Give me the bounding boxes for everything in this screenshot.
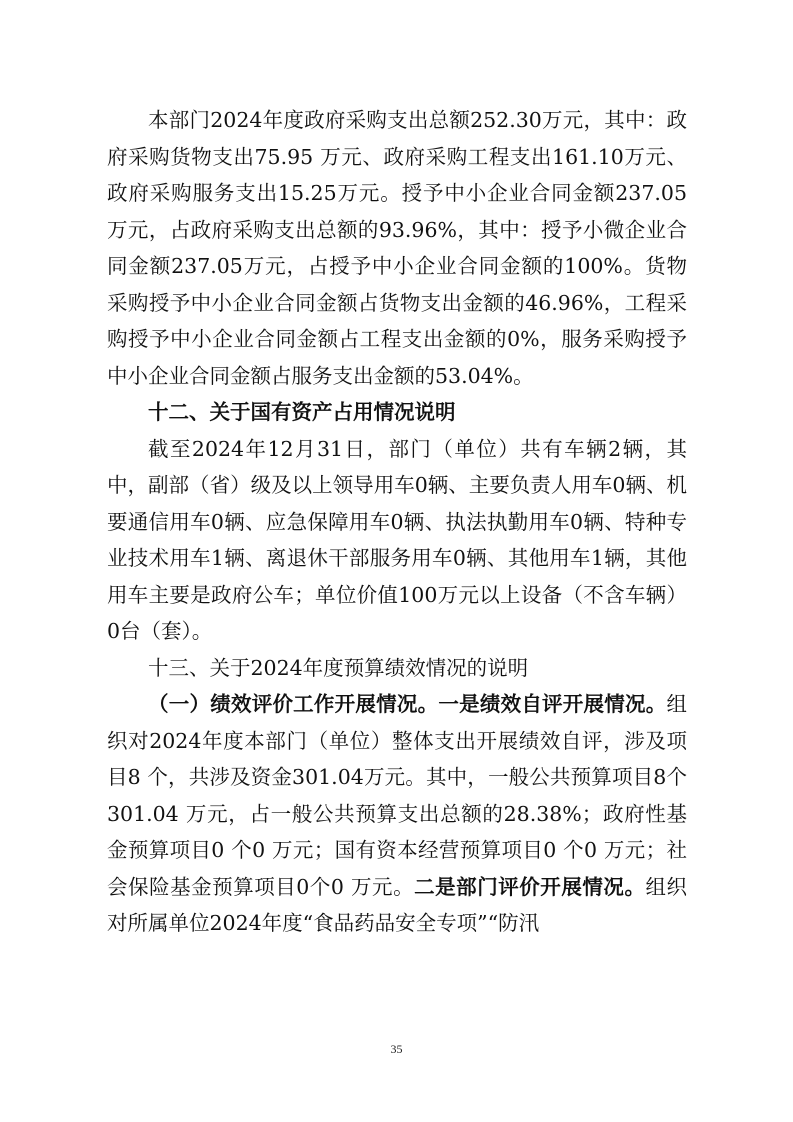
section-heading-13: 十三、关于2024年度预算绩效情况的说明 [148,655,529,680]
performance-text-2: 组织对所属单位2024年度“食品药品安全专项”“防汛 [107,874,688,935]
section-heading-12: 十二、关于国有资产占用情况说明 [148,400,456,424]
paragraph-assets: 截至2024年12月31日，部门（单位）共有车辆2辆，其中，副部（省）级及以上领导用车0辆、主要负责人用车0辆、机要通信用车0辆、应急保障用车0辆、执法执勤用车0辆、特种专业技术用车1辆、离退休干部服务用车0辆、其他用车1辆，其他用车主要是政府公车；单位价值100万元以上设备（不含车辆）0台（套）。 [107,436,687,643]
page-content [107,102,687,942]
performance-lead-bold: （一）绩效评价工作开展情况。一是绩效自评开展情况。 [148,692,667,716]
page-number: 35 [390,1042,403,1056]
performance-mid-bold: 二是部门评价开展情况。 [414,874,646,899]
paragraph-performance [107,686,687,942]
paragraph-procurement: 本部门2024年度政府采购支出总额252.30万元，其中：政府采购货物支出75.95 万元、政府采购工程支出161.10万元、政府采购服务支出15.25万元。授予中小企业合同金额237.05万元，占政府采购支出总额的93.96%，其中：授予小微企业合同金额237.05万元，占授予中小企业合同金额的100%。货物采购授予中小企业合同金额占货物支出金额的46.96%，工程采购授予中小企业合同金额占工程支出金额的0%，服务采购授予中小企业合同金额占服务支出金额的53.04%。 [107,108,687,388]
performance-text-1: 组织对2024年度本部门（单位）整体支出开展绩效自评，涉及项目8 个，共涉及资金301.04万元。其中，一般公共预算项目8个301.04 万元，占一般公共预算支出总额的28.38%；政府性基金预算项目0 个0 万元；国有资本经营预算项目0 个0 万元；社会保险基金预算项目0个0 万元。 [107,692,687,899]
